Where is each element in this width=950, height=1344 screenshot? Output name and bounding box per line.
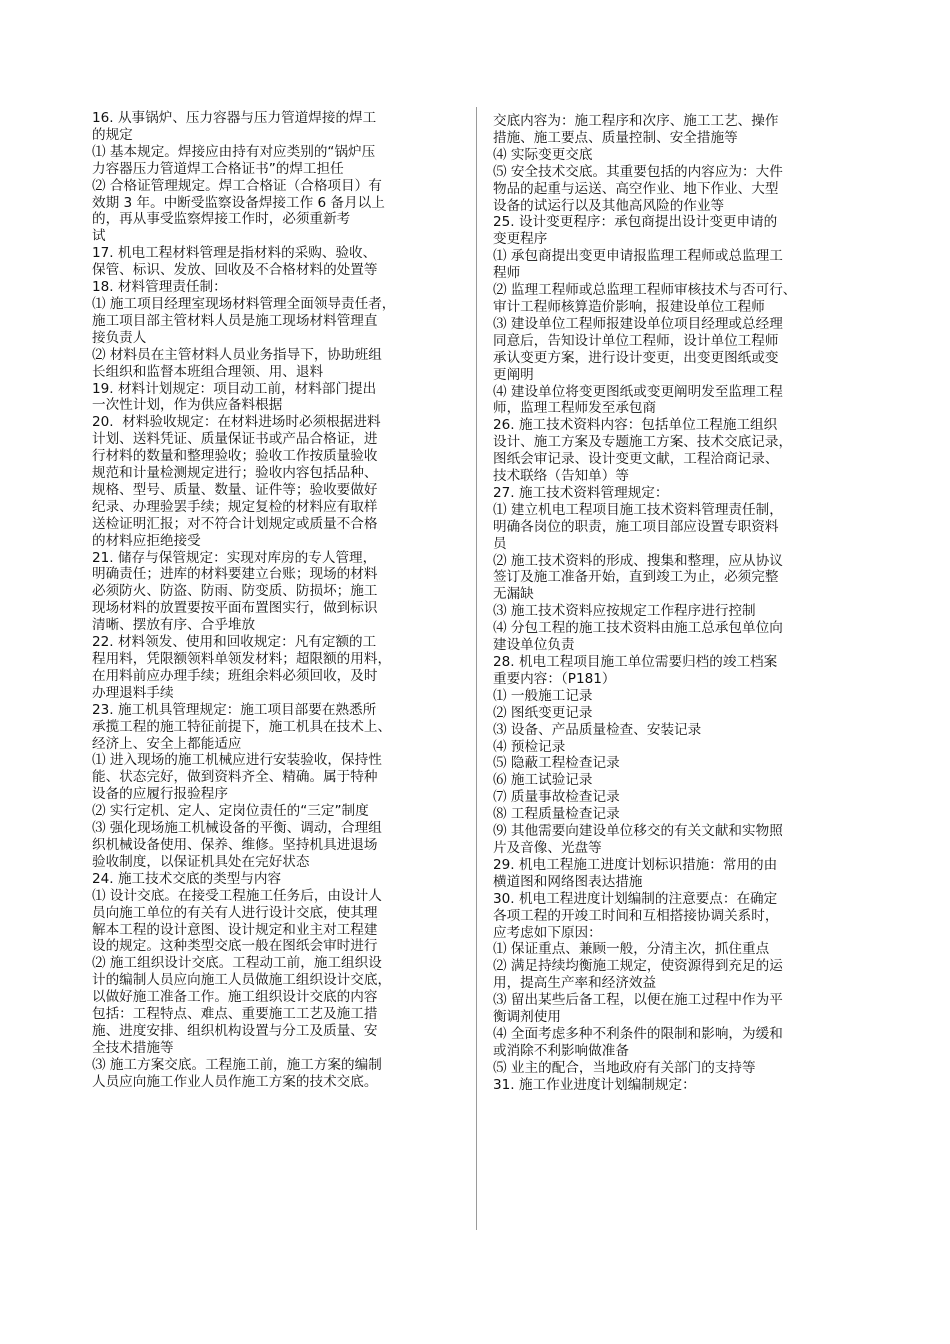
text-line: ⑶ 施工技术资料应按规定工作程序进行控制 bbox=[493, 603, 756, 620]
text-line: ⑴ 设计交底。在接受工程施工任务后，由设计人 bbox=[92, 887, 382, 904]
text-line: 设备的应履行报验程序 bbox=[92, 786, 228, 803]
text-line: ⑵ 满足持续均衡施工规定，使资源得到充足的运 bbox=[493, 958, 783, 975]
text-line: 25. 设计变更程序：承包商提出设计变更申请的 bbox=[493, 214, 778, 231]
text-line: 程用料，凭限额领料单领发材料；超限额的用料， bbox=[92, 651, 392, 667]
text-line: 解本工程的设计意图、设计规定和业主对工程建 bbox=[92, 921, 378, 938]
text-line: 同意后，告知设计单位工程师，设计单位工程师 bbox=[493, 332, 779, 349]
text-line: 27. 施工技术资料管理规定： bbox=[493, 484, 669, 501]
text-line: ⑴ 建立机电工程项目施工技术资料管理责任制， bbox=[493, 501, 783, 518]
text-line: 全技术措施等 bbox=[92, 1039, 174, 1056]
text-line: 物品的起重与运送、高空作业、地下作业、大型 bbox=[493, 180, 779, 197]
text-line: 或消除不利影响做准备 bbox=[493, 1042, 629, 1059]
text-line: 片及音像、光盘等 bbox=[493, 839, 602, 856]
text-line: ⑹ 施工试验记录 bbox=[493, 772, 593, 789]
text-line: 施工项目部主管材料人员是施工现场材料管理直 bbox=[92, 312, 378, 329]
text-line: 的，再从事受监察焊接工作时，必须重新考 bbox=[92, 211, 351, 228]
text-line: ⑵ 监理工程师或总监理工程师审核技术与否可行、 bbox=[493, 282, 797, 299]
text-line: 试 bbox=[92, 228, 106, 245]
text-line: 经济上、安全上都能适应 bbox=[92, 735, 242, 752]
text-line: ⑶ 施工方案交底。工程施工前，施工方案的编制 bbox=[92, 1056, 382, 1073]
text-line: ⑸ 安全技术交底。其重要包括的内容应为：大件 bbox=[493, 163, 783, 180]
text-line: 长组织和监督本班组合理领、用、退料 bbox=[92, 363, 324, 380]
text-line: 重要内容：（P181） bbox=[493, 670, 616, 687]
text-line: 师，监理工程师发至承包商 bbox=[493, 400, 657, 417]
text-line: ⑶ 强化现场施工机械设备的平衡、调动，合理组 bbox=[92, 820, 382, 837]
text-line: 办理退料手续 bbox=[92, 684, 174, 701]
text-line: 员 bbox=[493, 535, 507, 552]
text-line: 31. 施工作业进度计划编制规定： bbox=[493, 1076, 696, 1093]
text-line: 29. 机电工程施工进度计划标识措施：常用的由 bbox=[493, 856, 778, 873]
text-line: ⑷ 分包工程的施工技术资料由施工总承包单位向 bbox=[493, 620, 783, 637]
text-line: 23. 施工机具管理规定：施工项目部要在熟悉所 bbox=[92, 701, 377, 718]
text-line: 明确各岗位的职责，施工项目部应设置专职资料 bbox=[493, 518, 779, 535]
text-line: 规格、型号、质量、数量、证件等；验收要做好 bbox=[92, 481, 378, 498]
text-line: 设计、施工方案及专题施工方案、技术交底记录， bbox=[493, 434, 793, 451]
text-line: 织机械设备使用、保养、维修。坚持机具进退场 bbox=[92, 836, 378, 853]
text-line: 员向施工单位的有关有人进行设计交底，使其理 bbox=[92, 904, 378, 921]
text-line: 20. 材料验收规定：在材料进场时必须根据进料 bbox=[92, 414, 381, 431]
text-line: 的材料应拒绝接受 bbox=[92, 532, 201, 549]
text-line: 包括：工程特点、难点、重要施工工艺及施工措 bbox=[92, 1006, 378, 1023]
text-line: 18. 材料管理责任制： bbox=[92, 279, 227, 296]
text-line: 24. 施工技术交底的类型与内容 bbox=[92, 870, 282, 887]
text-line: 19. 材料计划规定：项目动工前，材料部门提出 bbox=[92, 380, 377, 397]
text-line: 16. 从事锅炉、压力容器与压力管道焊接的焊工 bbox=[92, 110, 377, 126]
text-line: 21. 储存与保管规定：实现对库房的专人管理， bbox=[92, 549, 377, 566]
text-line: 接负责人 bbox=[92, 329, 147, 346]
text-line: 必须防火、防盗、防雨、防变质、防损坏；施工 bbox=[92, 583, 378, 600]
text-line: 规范和计量检测规定进行；验收内容包括品种、 bbox=[92, 465, 378, 482]
text-line: ⑶ 建设单位工程师报建设单位项目经理或总经理 bbox=[493, 315, 783, 332]
text-line: 送检证明汇报；对不符合计划规定或质量不合格 bbox=[92, 515, 378, 532]
text-line: 的规定 bbox=[92, 126, 133, 143]
text-line: 能、状态完好，做到资料齐全、精确。属于特种 bbox=[92, 769, 378, 786]
text-line: 承揽工程的施工特征前提下，施工机具在技术上、 bbox=[92, 718, 392, 735]
text-line: 22. 材料领发、使用和回收规定：凡有定额的工 bbox=[92, 634, 377, 651]
text-line: 更阐明 bbox=[493, 366, 534, 383]
text-line: ⑴ 基本规定。焊接应由持有对应类别的“锅炉压 bbox=[92, 143, 376, 160]
text-line: 施、进度安排、组织机构设置与分工及质量、安 bbox=[92, 1022, 378, 1039]
text-line: ⑷ 全面考虑多种不利条件的限制和影响，为缓和 bbox=[493, 1025, 783, 1042]
column-divider bbox=[476, 107, 477, 1230]
text-line: ⑵ 材料员在主管材料人员业务指导下，协助班组 bbox=[92, 346, 382, 363]
text-line: 签订及施工准备开始，直到竣工为止，必须完整 bbox=[493, 569, 779, 586]
text-line: ⑸ 业主的配合，当地政府有关部门的支持等 bbox=[493, 1059, 756, 1076]
text-line: 一次性计划，作为供应备料根据 bbox=[92, 397, 283, 414]
text-line: 效期 3 年。中断受监察设备焊接工作 6 备月以上 bbox=[92, 194, 385, 211]
text-line: 现场材料的放置要按平面布置图实行，做到标识 bbox=[92, 600, 378, 617]
text-line: 技术联络（告知单）等 bbox=[493, 468, 629, 485]
text-line: 纪录、办理验罢手续；规定复检的材料应有取样 bbox=[92, 498, 378, 515]
text-line: ⑴ 承包商提出变更申请报监理工程师或总监理工 bbox=[493, 248, 783, 265]
text-line: ⑵ 实行定机、定人、定岗位责任的“三定”制度 bbox=[92, 803, 369, 820]
text-line: ⑶ 留出某些后备工程，以便在施工过程中作为平 bbox=[493, 992, 783, 1009]
text-line: 17. 机电工程材料管理是指材料的采购、验收、 bbox=[92, 245, 377, 262]
text-line: ⑸ 隐蔽工程检查记录 bbox=[493, 755, 620, 772]
text-line: 衡调剂使用 bbox=[493, 1009, 561, 1026]
text-line: 设的规定。这种类型交底一般在图纸会审时进行 bbox=[92, 938, 378, 955]
text-line: ⑷ 建设单位将变更图纸或变更阐明发至监理工程 bbox=[493, 383, 783, 400]
text-line: 审计工程师核算造价影响，报建设单位工程师 bbox=[493, 298, 765, 315]
text-line: 人员应向施工作业人员作施工方案的技术交底。 bbox=[92, 1073, 378, 1090]
text-line: ⑵ 施工组织设计交底。工程动工前，施工组织设 bbox=[92, 955, 382, 972]
text-line: 验收制度，以保证机具处在完好状态 bbox=[92, 853, 310, 870]
text-line: 程师 bbox=[493, 265, 521, 282]
text-line: ⑻ 工程质量检查记录 bbox=[493, 806, 620, 823]
text-line: 明确责任；进库的材料要建立台账；现场的材料 bbox=[92, 566, 378, 583]
right-column bbox=[493, 113, 865, 1094]
text-line: ⑴ 保证重点、兼顾一般，分清主次，抓住重点 bbox=[493, 941, 770, 958]
text-line: 变更程序 bbox=[493, 231, 548, 248]
text-line: 应考虑如下原因： bbox=[493, 924, 602, 941]
text-line: 用，提高生产率和经济效益 bbox=[493, 975, 657, 992]
text-line: 承认变更方案，进行设计变更，出变更图纸或变 bbox=[493, 349, 779, 366]
text-line: 28. 机电工程项目施工单位需要归档的竣工档案 bbox=[493, 654, 778, 670]
text-line: 设备的试运行以及其他高风险的作业等 bbox=[493, 197, 725, 214]
text-line: ⑴ 一般施工记录 bbox=[493, 687, 593, 704]
text-line: 各项工程的开竣工时间和互相搭接协调关系时， bbox=[493, 907, 779, 924]
text-line: 图纸会审记录、设计变更文献，工程洽商记录、 bbox=[493, 451, 779, 468]
text-line: 计的编制人员应向施工人员做施工组织设计交底， bbox=[92, 972, 392, 989]
text-line: 26. 施工技术资料内容：包括单位工程施工组织 bbox=[493, 417, 778, 434]
text-line: ⑷ 实际变更交底 bbox=[493, 146, 593, 163]
text-line: 无漏缺 bbox=[493, 586, 534, 603]
text-line: 横道图和网络图表达措施 bbox=[493, 873, 643, 890]
text-line: ⑴ 进入现场的施工机械应进行安装验收，保持性 bbox=[92, 752, 382, 769]
text-line: 措施、施工要点、质量控制、安全措施等 bbox=[493, 129, 738, 146]
text-line: 力容器压力管道焊工合格证书”的焊工担任 bbox=[92, 160, 344, 177]
text-line: ⑼ 其他需要向建设单位移交的有关文献和实物照 bbox=[493, 823, 783, 840]
text-line: 清晰、摆放有序、合乎堆放 bbox=[92, 617, 256, 634]
left-column bbox=[92, 110, 460, 1091]
text-line: ⑴ 施工项目经理室现场材料管理全面领导责任者， bbox=[92, 295, 396, 312]
text-line: 在用料前应办理手续；班组余料必须回收，及时 bbox=[92, 667, 378, 684]
text-line: 保管、标识、发放、回收及不合格材料的处置等 bbox=[92, 262, 378, 279]
text-line: 建设单位负责 bbox=[493, 637, 575, 654]
text-line: 行材料的数量和整理验收；验收工作按质量验收 bbox=[92, 448, 378, 465]
text-line: 计划、送料凭证、质量保证书或产品合格证，进 bbox=[92, 431, 378, 448]
text-line: ⑶ 设备、产品质量检查、安装记录 bbox=[493, 721, 702, 738]
text-line: ⑵ 施工技术资料的形成、搜集和整理，应从协议 bbox=[493, 552, 783, 569]
text-line: ⑵ 合格证管理规定。焊工合格证（合格项目）有 bbox=[92, 177, 382, 194]
text-line: 交底内容为：施工程序和次序、施工工艺、操作 bbox=[493, 113, 779, 129]
text-line: ⑷ 预检记录 bbox=[493, 738, 566, 755]
text-line: ⑵ 图纸变更记录 bbox=[493, 704, 593, 721]
text-line: 以做好施工准备工作。施工组织设计交底的内容 bbox=[92, 989, 378, 1006]
text-line: 30. 机电工程进度计划编制的注意要点：在确定 bbox=[493, 890, 778, 907]
text-line: ⑺ 质量事故检查记录 bbox=[493, 789, 620, 806]
